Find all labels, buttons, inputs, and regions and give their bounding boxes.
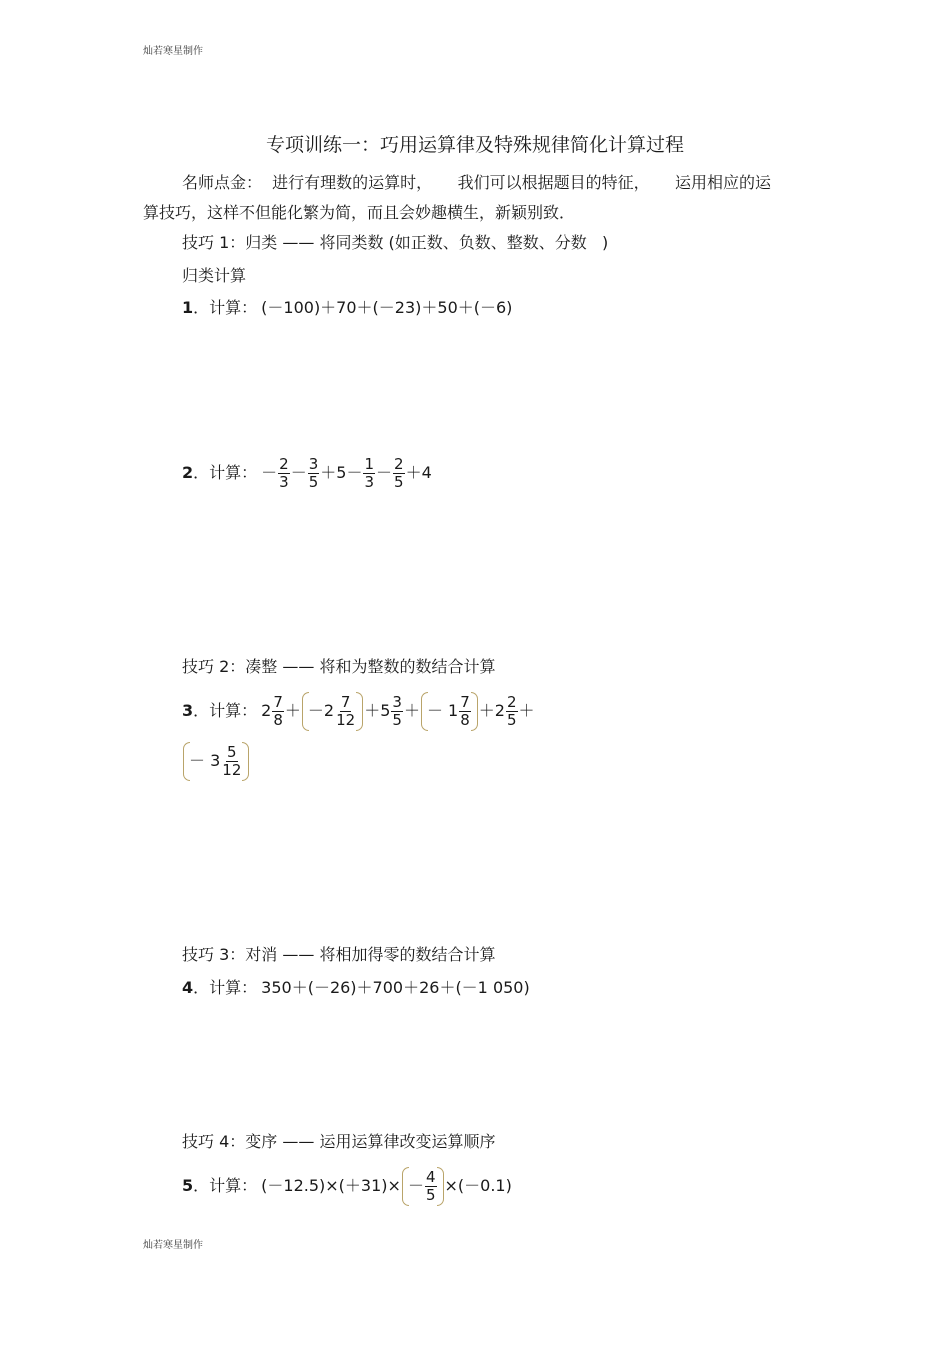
fraction: $\frac{3}{5}$ (308, 454, 319, 491)
problem-expression-tail: ×(－0.1) (444, 1176, 512, 1195)
skill-2-heading: 技巧 2：凑整 —— 将和为整数的数结合计算 (182, 657, 496, 676)
problem-expression: (－12.5)×(＋31)× (261, 1176, 401, 1195)
problem-expression: 350＋(－26)＋700＋26＋(－1 050) (261, 978, 530, 997)
skill-3-heading: 技巧 3：对消 —— 将相加得零的数结合计算 (182, 945, 496, 964)
problem-5 (182, 1165, 512, 1207)
intro-line-2: 算技巧，这样不但能化繁为简，而且会妙趣横生，新颖别致． (143, 203, 576, 222)
operator: ＋ (403, 701, 420, 720)
mixed-number: 5 $\frac{3}{5}$ (380, 692, 402, 729)
page-title: 专项训练一：巧用运算律及特殊规律简化计算过程 (265, 134, 684, 156)
problem-number: 2 (182, 463, 194, 482)
operator: ＋ (478, 701, 495, 720)
skill-4-heading: 技巧 4：变序 —— 运用运算律改变运算顺序 (182, 1132, 496, 1151)
operator: － (376, 463, 393, 482)
problem-expression: (－100)＋70＋(－23)＋50＋(－6) (261, 298, 513, 317)
problem-label: ．计算： (193, 701, 258, 720)
operator: ＋4 (405, 463, 432, 482)
operator: － (261, 463, 278, 482)
problem-number: 3 (182, 701, 194, 720)
skill-1-heading-cont: 归类计算 (182, 266, 247, 285)
parenthesized-term: － 3 $\frac{5}{12}$ (183, 744, 249, 779)
operator: ＋ (364, 701, 381, 720)
page-header: 灿若寒星制作 (143, 46, 203, 57)
problem-number: 1 (182, 298, 194, 317)
problem-label: ．计算： (193, 978, 258, 997)
skill-1-heading: 技巧 1：归类 —— 将同类数 (如正数、负数、整数、分数 ) (182, 233, 609, 252)
fraction: $\frac{2}{5}$ (394, 454, 404, 491)
parenthesized-term: －2 $\frac{7}{12}$ (302, 694, 363, 729)
operator: ＋ (518, 701, 535, 720)
problem-2 (182, 452, 432, 494)
problem-4 (182, 978, 530, 998)
fraction: $\frac{1}{3}$ (364, 454, 375, 491)
fraction: $\frac{2}{3}$ (279, 454, 289, 491)
problem-number: 4 (182, 978, 194, 997)
mixed-number: 2 $\frac{7}{8}$ (261, 692, 283, 729)
operator: ＋ (284, 701, 301, 720)
parenthesized-term: － 1 $\frac{7}{8}$ (421, 694, 478, 729)
problem-label: ．计算： (193, 298, 258, 317)
problem-1 (182, 298, 512, 318)
intro-line-1: 名师点金： 进行有理数的运算时， 我们可以根据题目的特征， 运用相应的运 (182, 173, 772, 192)
problem-number: 5 (182, 1176, 194, 1195)
operator: ＋5－ (320, 463, 363, 482)
problem-3-cont (182, 740, 250, 782)
page-footer: 灿若寒星制作 (143, 1240, 203, 1251)
operator: － (290, 463, 307, 482)
mixed-number: 2 $\frac{2}{5}$ (494, 692, 517, 729)
problem-label: ．计算： (193, 463, 258, 482)
parenthesized-term: － $\frac{4}{5}$ (402, 1169, 444, 1204)
problem-3 (182, 690, 535, 732)
problem-label: ．计算： (193, 1176, 258, 1195)
